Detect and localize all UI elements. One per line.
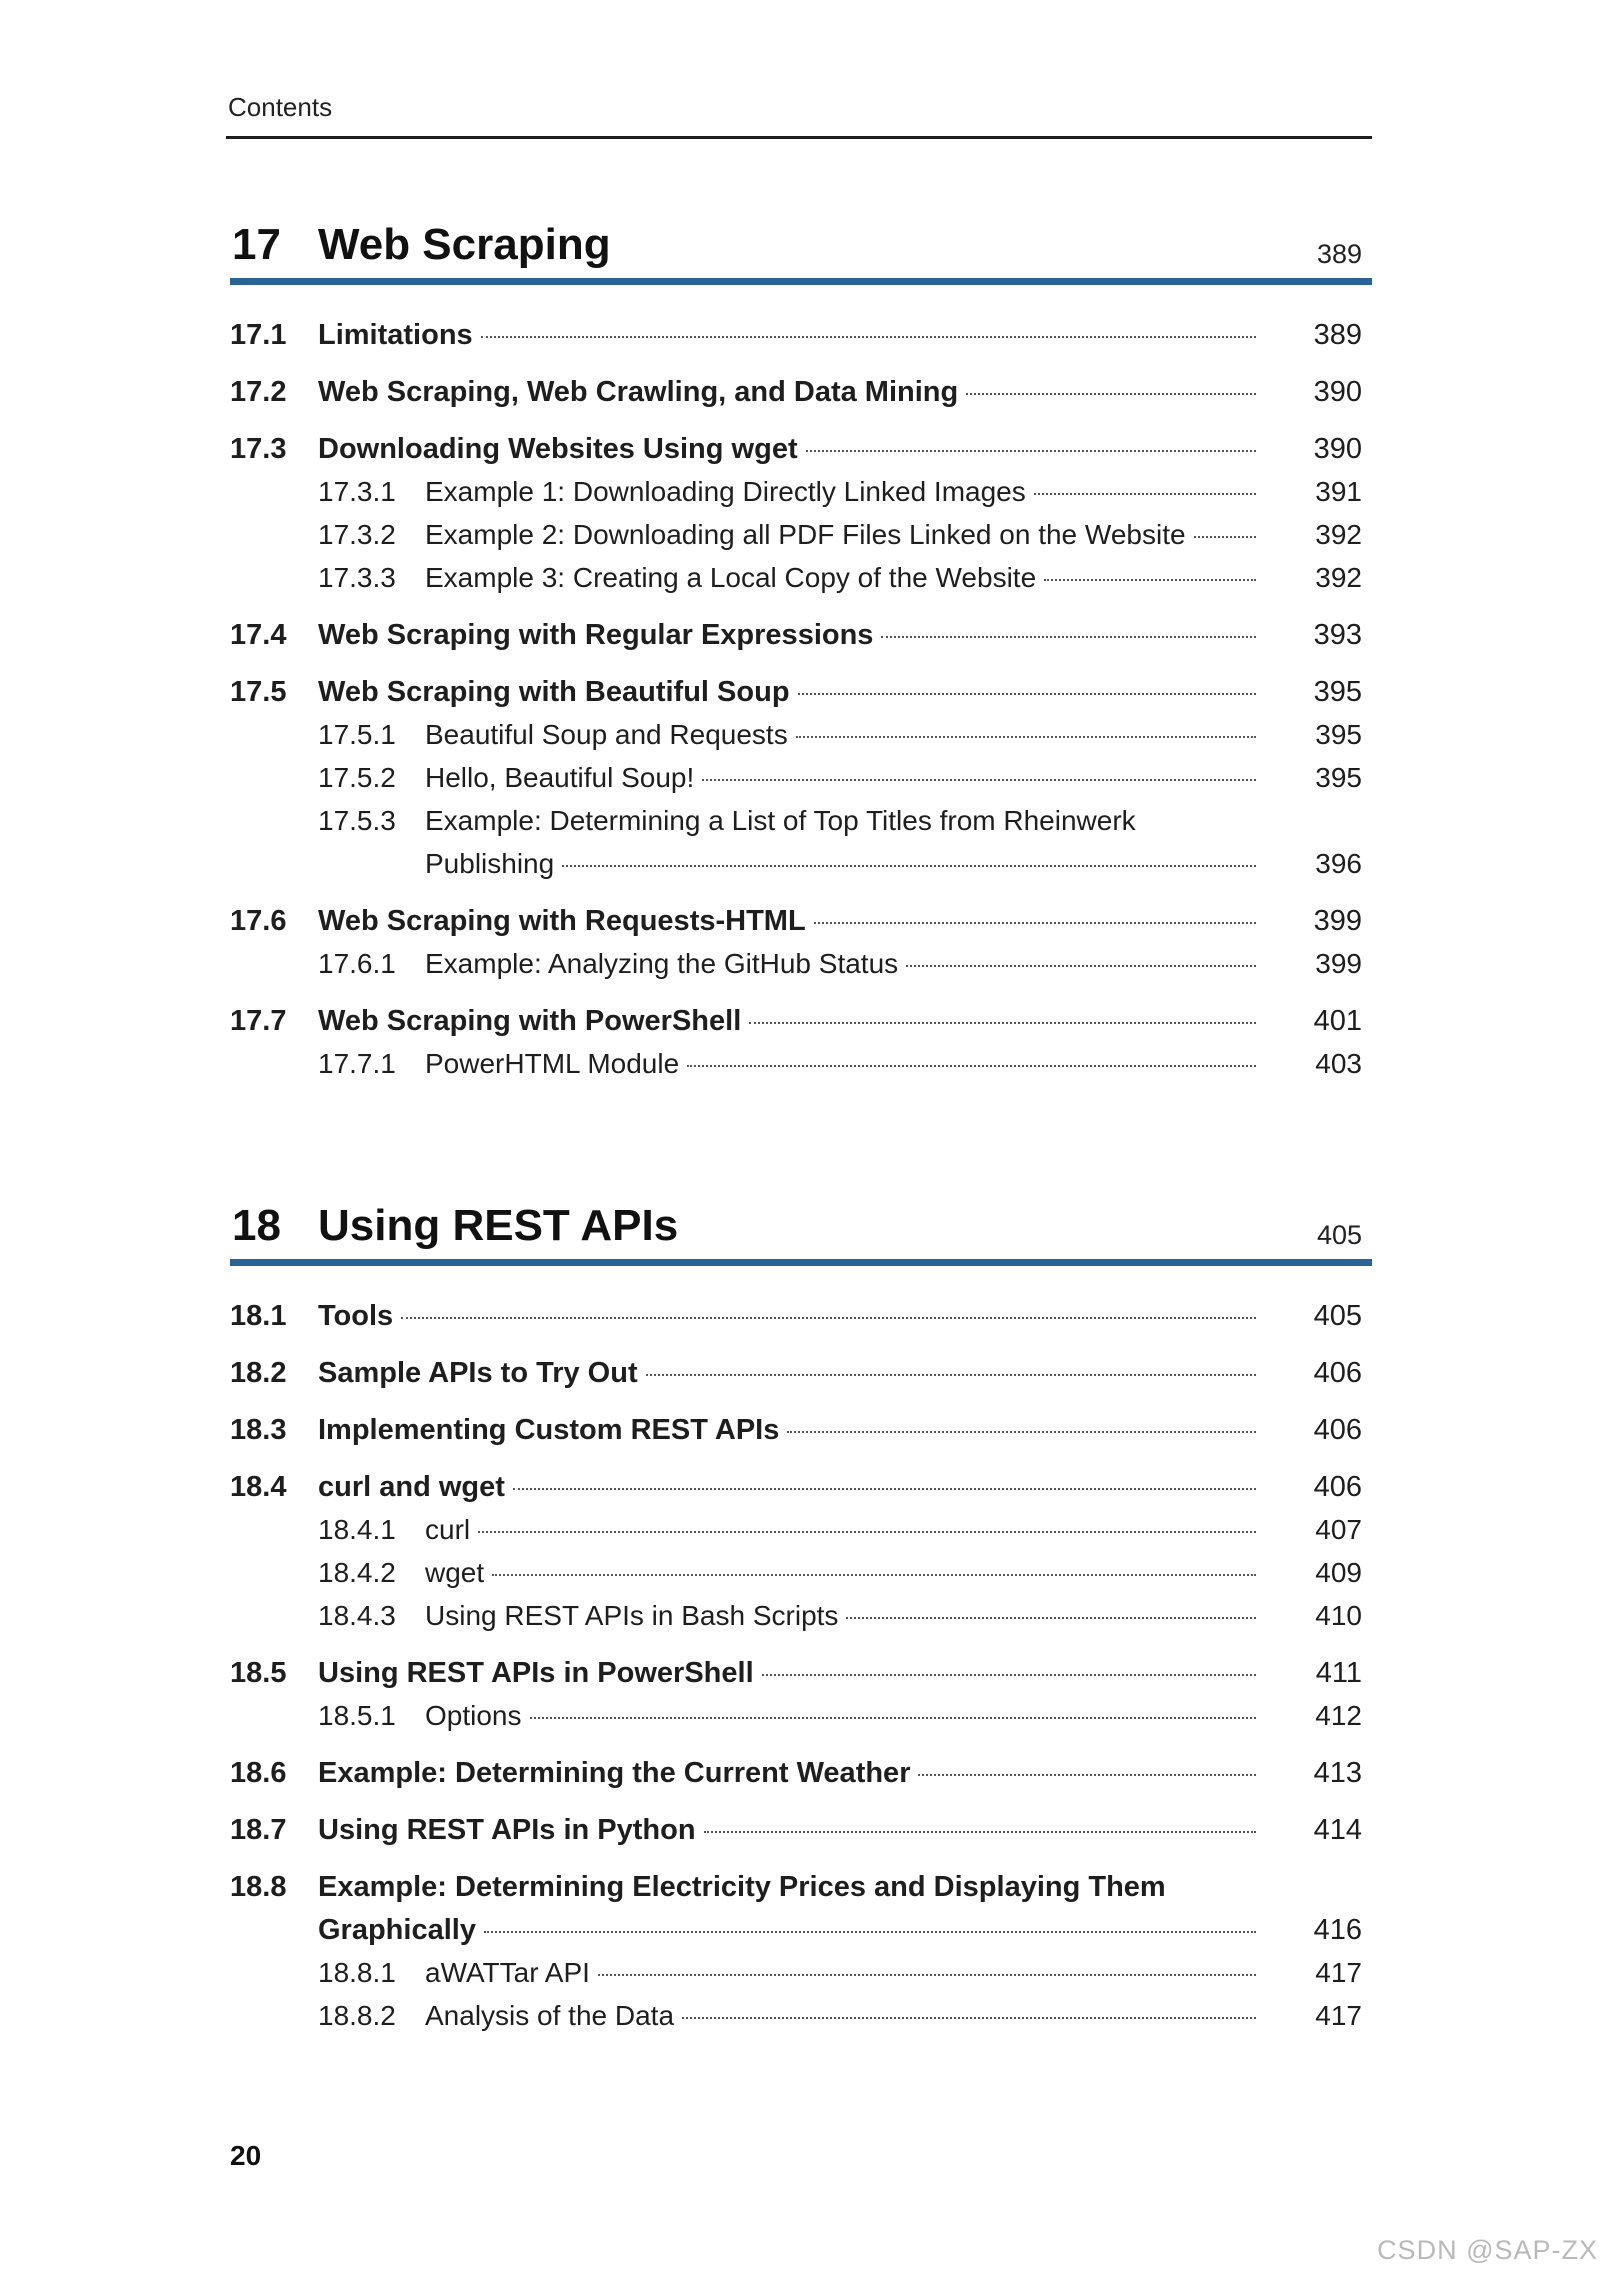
entry-page: 392 — [1315, 519, 1362, 550]
chapter-heading[interactable] — [230, 212, 1372, 272]
header-rule — [226, 136, 1372, 139]
entry-number: 18.7 — [230, 1814, 287, 1846]
entry-title: curl — [425, 1514, 471, 1545]
entry-number: 18.1 — [230, 1300, 287, 1332]
toc-section-entry[interactable] — [230, 1757, 1372, 1800]
toc-section-entry[interactable] — [230, 319, 1372, 362]
dot-leader — [481, 336, 1256, 338]
dot-leader — [484, 1931, 1256, 1933]
entry-title: Example 3: Creating a Local Copy of the Website — [425, 562, 1037, 593]
dot-leader — [918, 1774, 1256, 1776]
entry-title: Web Scraping with Requests-HTML — [318, 905, 806, 937]
dot-leader — [966, 393, 1256, 395]
toc-section-entry[interactable] — [230, 376, 1372, 419]
entry-number: 17.5.3 — [318, 805, 396, 836]
entry-title: Using REST APIs in PowerShell — [318, 1657, 754, 1689]
entry-number: 18.4.2 — [318, 1557, 396, 1588]
entry-title: Limitations — [318, 319, 473, 351]
chapter-number: 18 — [232, 1201, 281, 1250]
entry-number: 17.3.2 — [318, 519, 396, 550]
entry-title: Example: Analyzing the GitHub Status — [425, 948, 899, 979]
dot-leader — [704, 1831, 1256, 1833]
entry-page: 412 — [1315, 1700, 1362, 1731]
dot-leader — [598, 1974, 1256, 1976]
entry-title: Implementing Custom REST APIs — [318, 1414, 780, 1446]
entry-page: 395 — [1315, 719, 1362, 750]
dot-leader — [646, 1374, 1256, 1376]
toc-section-entry[interactable] — [230, 433, 1372, 476]
entry-title: wget — [425, 1557, 485, 1588]
entry-page: 389 — [1313, 319, 1362, 351]
entry-number: 17.6.1 — [318, 948, 396, 979]
entry-page: 391 — [1315, 476, 1362, 507]
entry-number: 18.4.3 — [318, 1600, 396, 1631]
toc-section-entry[interactable] — [230, 1471, 1372, 1514]
chapter-rule — [230, 278, 1372, 285]
chapter-rule — [230, 1259, 1372, 1266]
entry-page: 405 — [1313, 1300, 1362, 1332]
dot-leader — [762, 1674, 1256, 1676]
dot-leader — [846, 1617, 1256, 1619]
entry-number: 17.5 — [230, 676, 287, 708]
entry-title: Tools — [318, 1300, 394, 1332]
entry-title: Using REST APIs in Bash Scripts — [425, 1600, 839, 1631]
entry-number: 18.4.1 — [318, 1514, 396, 1545]
entry-title: Beautiful Soup and Requests — [425, 719, 788, 750]
entry-number: 18.8.2 — [318, 2000, 396, 2031]
dot-leader — [787, 1431, 1256, 1433]
entry-page: 395 — [1315, 762, 1362, 793]
toc-subsection-entry[interactable] — [230, 519, 1372, 562]
watermark: CSDN @SAP-ZX — [1377, 2235, 1598, 2265]
chapter-title: Using REST APIs — [318, 1201, 679, 1250]
entry-page: 403 — [1315, 1048, 1362, 1079]
toc-section-entry[interactable] — [230, 676, 1372, 719]
entry-number: 18.5.1 — [318, 1700, 396, 1731]
running-head: Contents — [228, 92, 333, 122]
dot-leader — [401, 1317, 1256, 1319]
dot-leader — [562, 865, 1256, 867]
entry-page: 390 — [1313, 433, 1362, 465]
entry-page: 392 — [1315, 562, 1362, 593]
toc-subsection-entry-continued[interactable] — [230, 848, 1372, 891]
entry-number: 17.4 — [230, 619, 287, 651]
dot-leader — [749, 1022, 1256, 1024]
dot-leader — [881, 636, 1256, 638]
entry-title: Sample APIs to Try Out — [318, 1357, 638, 1389]
dot-leader — [478, 1531, 1256, 1533]
toc-section-entry[interactable] — [230, 1414, 1372, 1457]
toc-section-entry[interactable] — [230, 1357, 1372, 1400]
entry-page: 399 — [1315, 948, 1362, 979]
dot-leader — [530, 1717, 1257, 1719]
entry-number: 17.5.2 — [318, 762, 396, 793]
entry-page: 393 — [1313, 619, 1362, 651]
chapter-page: 405 — [1316, 1220, 1362, 1250]
toc-subsection-entry[interactable] — [230, 1048, 1372, 1091]
dot-leader — [1044, 579, 1256, 581]
dot-leader — [492, 1574, 1256, 1576]
toc-section-entry-continued[interactable] — [230, 1914, 1372, 1957]
entry-page: 406 — [1313, 1471, 1362, 1503]
entry-title: aWATTar API — [425, 1957, 590, 1988]
entry-title: Web Scraping with Beautiful Soup — [318, 676, 790, 708]
entry-title: Example 1: Downloading Directly Linked Images — [425, 476, 1026, 507]
entry-number: 18.2 — [230, 1357, 287, 1389]
toc-section-entry[interactable] — [230, 1814, 1372, 1857]
entry-page: 406 — [1313, 1414, 1362, 1446]
chapter-18-block — [230, 1193, 1372, 2043]
entry-page: 414 — [1313, 1814, 1362, 1846]
entry-title: Example: Determining Electricity Prices and Displaying Them — [318, 1871, 1166, 1903]
entry-page: 416 — [1313, 1914, 1362, 1946]
entry-number: 17.5.1 — [318, 719, 396, 750]
chapter-page: 389 — [1316, 239, 1362, 269]
entry-title: Example: Determining a List of Top Titles from Rheinwerk — [425, 805, 1136, 836]
entry-page: 417 — [1315, 1957, 1362, 1988]
entry-number: 18.5 — [230, 1657, 287, 1689]
toc-subsection-entry[interactable] — [230, 1600, 1372, 1643]
dot-leader — [906, 965, 1256, 967]
dot-leader — [687, 1065, 1256, 1067]
toc-subsection-entry[interactable] — [230, 719, 1372, 762]
entry-number: 17.1 — [230, 319, 287, 351]
dot-leader — [806, 450, 1256, 452]
entry-number: 18.6 — [230, 1757, 287, 1789]
dot-leader — [513, 1488, 1256, 1490]
entry-title: Options — [425, 1700, 522, 1731]
dot-leader — [682, 2017, 1256, 2019]
entry-page: 410 — [1315, 1600, 1362, 1631]
toc-section-entry[interactable] — [230, 905, 1372, 948]
entry-page: 409 — [1315, 1557, 1362, 1588]
toc-subsection-entry[interactable] — [230, 476, 1372, 519]
toc-subsection-entry[interactable] — [230, 948, 1372, 991]
entry-page: 395 — [1313, 676, 1362, 708]
entry-title-continued: Graphically — [318, 1914, 476, 1946]
entry-page: 411 — [1315, 1657, 1362, 1689]
entry-number: 18.4 — [230, 1471, 287, 1503]
entry-number: 17.6 — [230, 905, 287, 937]
dot-leader — [798, 693, 1256, 695]
chapter-17-block — [230, 212, 1372, 1091]
entry-title: Example: Determining the Current Weather — [318, 1757, 911, 1789]
entry-number: 17.3.1 — [318, 476, 396, 507]
dot-leader — [702, 779, 1256, 781]
entry-page: 401 — [1313, 1005, 1362, 1037]
page-number: 20 — [230, 2140, 262, 2171]
toc-subsection-entry[interactable] — [230, 1557, 1372, 1600]
entry-page: 396 — [1315, 848, 1362, 879]
entry-number: 17.2 — [230, 376, 287, 408]
dot-leader — [796, 736, 1256, 738]
chapter-number: 17 — [232, 220, 281, 269]
entry-title-continued: Publishing — [425, 848, 555, 879]
entry-page: 390 — [1313, 376, 1362, 408]
entry-title: Using REST APIs in Python — [318, 1814, 696, 1846]
toc-section-entry[interactable] — [230, 1871, 1372, 1914]
entry-title: Web Scraping with Regular Expressions — [318, 619, 874, 651]
entry-number: 17.7.1 — [318, 1048, 396, 1079]
chapter-title: Web Scraping — [318, 220, 611, 269]
dot-leader — [1194, 536, 1256, 538]
toc-subsection-entry[interactable] — [230, 805, 1372, 848]
entry-page: 413 — [1313, 1757, 1362, 1789]
dot-leader — [1034, 493, 1256, 495]
toc-section-entry[interactable] — [230, 1657, 1372, 1700]
toc-section-entry[interactable] — [230, 619, 1372, 662]
entry-number: 18.8 — [230, 1871, 287, 1903]
toc-subsection-entry[interactable] — [230, 562, 1372, 605]
entry-title: PowerHTML Module — [425, 1048, 680, 1079]
entry-page: 406 — [1313, 1357, 1362, 1389]
entry-number: 18.3 — [230, 1414, 287, 1446]
entry-number: 17.7 — [230, 1005, 287, 1037]
toc-subsection-entry[interactable] — [230, 1957, 1372, 2000]
entry-page: 407 — [1315, 1514, 1362, 1545]
entry-page: 417 — [1315, 2000, 1362, 2031]
entry-number: 17.3 — [230, 433, 287, 465]
toc-section-entry[interactable] — [230, 1005, 1372, 1048]
entry-number: 17.3.3 — [318, 562, 396, 593]
entry-title: curl and wget — [318, 1471, 505, 1503]
entry-title: Web Scraping, Web Crawling, and Data Mining — [318, 376, 959, 408]
entry-title: Analysis of the Data — [425, 2000, 675, 2031]
entry-number: 18.8.1 — [318, 1957, 396, 1988]
entry-title: Downloading Websites Using wget — [318, 433, 798, 465]
toc-subsection-entry[interactable] — [230, 762, 1372, 805]
dot-leader — [814, 922, 1256, 924]
entry-title: Example 2: Downloading all PDF Files Linked on the Website — [425, 519, 1186, 550]
entry-page: 399 — [1313, 905, 1362, 937]
chapter-heading[interactable] — [230, 1193, 1372, 1253]
toc-subsection-entry[interactable] — [230, 1700, 1372, 1743]
toc-subsection-entry[interactable] — [230, 2000, 1372, 2043]
entry-title: Web Scraping with PowerShell — [318, 1005, 742, 1037]
entry-title: Hello, Beautiful Soup! — [425, 762, 695, 793]
toc-subsection-entry[interactable] — [230, 1514, 1372, 1557]
toc-section-entry[interactable] — [230, 1300, 1372, 1343]
